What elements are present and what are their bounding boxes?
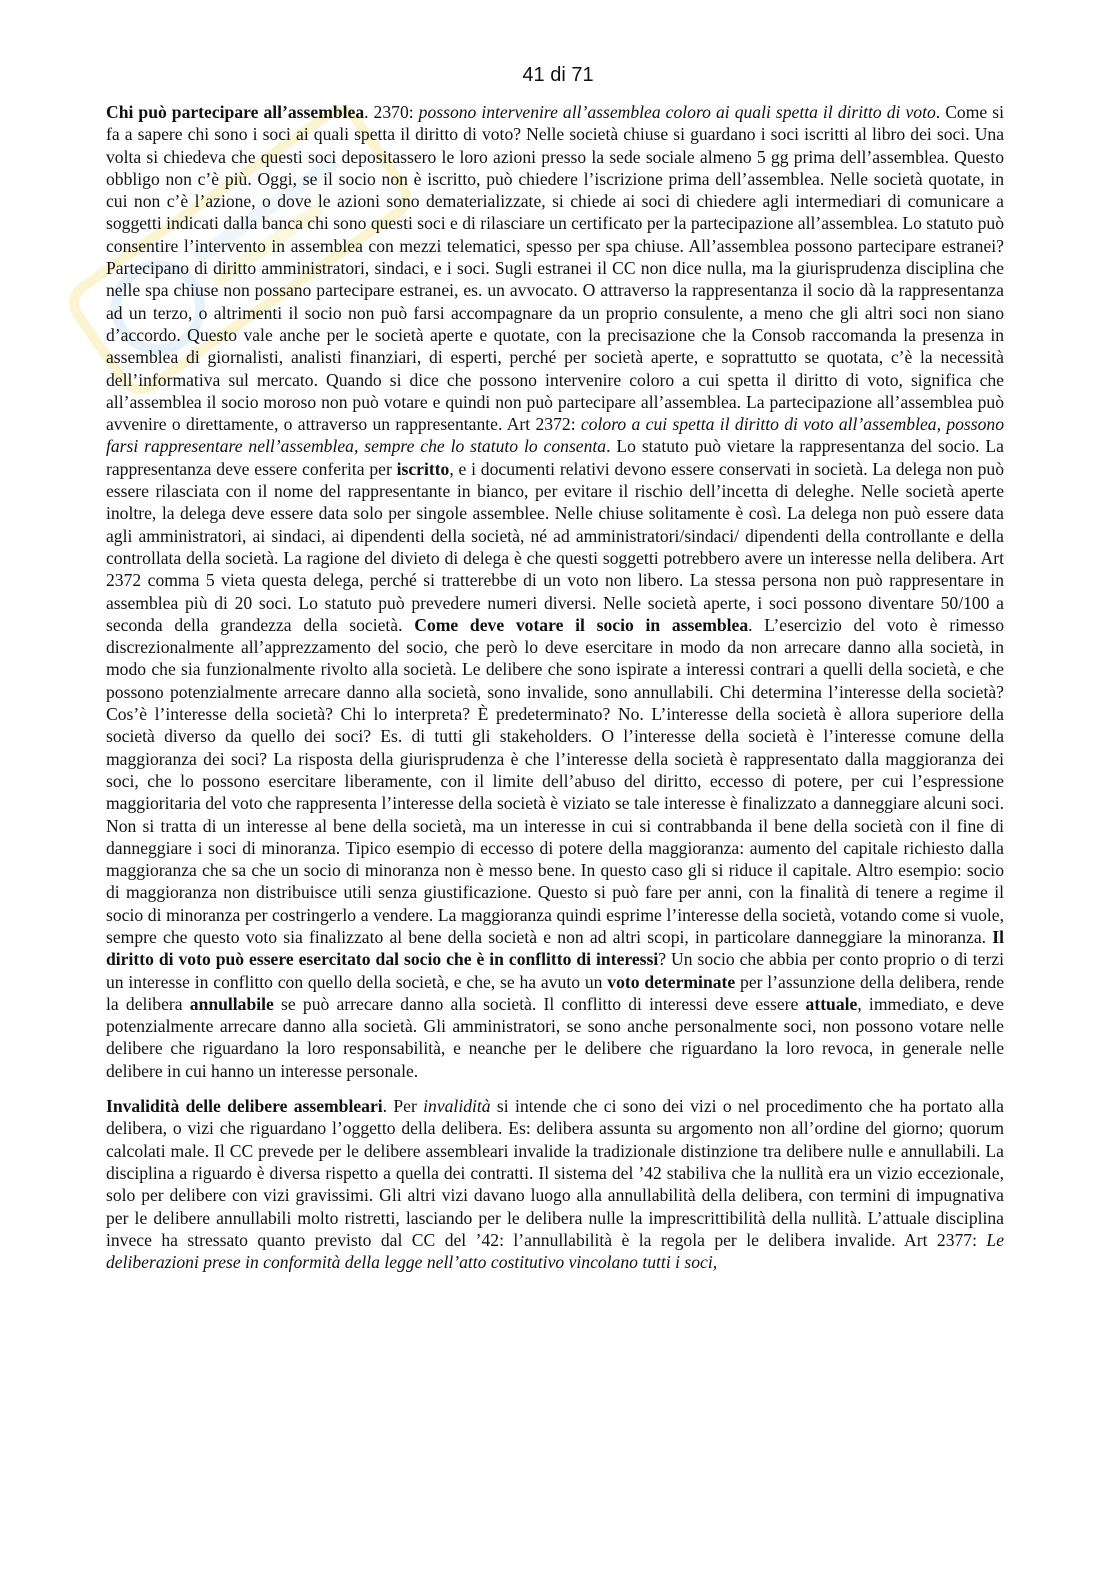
text-run: . Lo statuto può vietare la rappresentanza del socio. La rappresentanza deve essere conferita per — [106, 436, 1004, 479]
text-run: ? Un socio che abbia per conto proprio o di terzi un interesse in conflitto con quello della società, e che, se ha avuto un — [106, 949, 1004, 992]
text-run: , immediato, e deve potenzialmente arrecare danno alla società. Gli amministratori, se sono anche personalmente soci, non possono votare nelle delibere che riguardano la loro responsabilità, e neanche per le delibere che riguardano la loro revoca, in generale nelle delibere in cui hanno un interesse personale. — [106, 993, 1004, 1081]
section-heading: Il diritto di voto può essere esercitato dal socio che è in conflitto di interessi — [106, 926, 1004, 970]
page-number: 41 di 71 — [522, 64, 594, 86]
section-heading: Chi può partecipare all’assemblea — [106, 102, 365, 122]
italic-citation: Le deliberazioni prese in conformità della legge nell’atto costitutivo vincolano tutti i soci, — [106, 1229, 1004, 1273]
italic-citation: coloro a cui spetta il diritto di voto all’assemblea, possono farsi rappresentare nell’assemblea, sempre che lo statuto lo consenta — [106, 414, 1004, 457]
italic-term: invalidità — [423, 1096, 491, 1117]
text-run: , e i documenti relativi devono essere conservati in società. La delega non può essere rilasciata con il nome del rappresentante in bianco, per evitare il rischio dell’incetta di deleghe. Nelle società aperte inoltre, la delega deve essere data solo per singole assemblee. Nelle chiuse solitamente è così. La delega non può essere data agli amministratori, ai sindaci, ai dipendenti della società, né ad amministratori/sindaci/ dipendenti della controllante e della controllata della società. La ragione del divieto di delega è che questi soggetti potrebbero avere un interesse nella delibera. Art 2372 comma 5 vieta questa delega, perché si tratterebbe di un voto non libero. La stessa persona non può rappresentare in assemblea più di 20 soci. Lo statuto può prevedere numeri diversi. Nelle società aperte, i soci possono diventare 50/100 a seconda della grandezza della società. — [106, 458, 1004, 635]
text-run: . Come si fa a sapere chi sono i soci ai quali spetta il diritto di voto? Nelle società chiuse si guardano i soci iscritti al libro dei soci. Una volta si chiedeva che questi soci depositassero le loro azioni presso la sede sociale almeno 5 gg prima dell’assemblea. Questo obbligo non c’è più. Oggi, se il socio non è iscritto, può chiedere l’iscrizione prima dell’assemblea. Nelle società quotate, in cui non c’è l’azione, o dove le azioni sono dematerializzate, si chiede ai soci di chiedere agli intermediari di comunicare a soggetti indicati dalla banca chi sono questi soci e di rilasciare un certificato per la partecipazione all’assemblea. Lo statuto può consentire l’intervento in assemblea con mezzi telematici, spesso per spa chiuse. All’assemblea possono partecipare estranei? Partecipano di diritto amministratori, sindaci, e i soci. Sugli estranei il CC non dice nulla, ma la giurisprudenza disciplina che nelle spa chiuse non possano partecipare estranei, es. un avvocato. O attraverso la rappresentanza il socio dà la rappresentanza ad un terzo, o altrimenti il socio non può farsi accompagnare da un proprio consulente, a meno che gli altri soci non siano d’accordo. Questo vale anche per le società aperte e quotate, con la precisazione che la Consob raccomanda la presenza in assemblea di giornalisti, analisti finanziari, di esperti, perché per società aperte, e soprattutto se quotata, c’è la necessità dell’informativa sul mercato. Quando si dice che possono intervenire coloro a cui spetta il diritto di voto, significa che all’assemblea il socio moroso non può votare e quindi non può partecipare all’assemblea. La partecipazione all’assemblea può avvenire o direttamente, o attraverso un rappresentante. Art 2372: — [106, 102, 1004, 435]
paragraph-partecipazione-assemblea — [106, 101, 1004, 1082]
text-run: per l’assunzione della delibera, rende la delibera — [106, 971, 1005, 1014]
text-run: . L’esercizio del voto è rimesso discrezionalmente all’apprezzamento del socio, che però lo deve esercitare in modo da non arrecare danno alla società, in modo che sia funzionalmente rivolto alla società. Le delibere che sono ispirate a interessi contrari a quelli della società, e che possono potenzialmente arrecare danno alla società, sono invalide, sono annullabili. Chi determina l’interesse della società? Cos’è l’interesse della società? Chi lo interpreta? È predeterminato? No. L’interesse della società è allora superiore della società diverso da quello dei soci? Es. di tutti gli stakeholders. O l’interesse della società è l’interesse comune della maggioranza dei soci? La risposta della giurisprudenza è che l’interesse della società è rappresentato dalla maggioranza dei soci, che lo possono esercitare liberamente, con il limite dell’abuso del diritto, eccesso di potere, per cui l’espressione maggioritaria del voto che rappresenta l’interesse della società è viziato se tale interesse è finalizzato a danneggiare alcuni soci. Non si tratta di un interesse al bene della società, ma un interesse in cui si contrabbanda il bene della società con il fine di danneggiare i soci di minoranza. Tipico esempio di eccesso di potere della maggioranza: aumento del capitale richiesto dalla maggioranza che sa che un socio di minoranza non è messo bene. In questo caso gli si riduce il capitale. Altro esempio: socio di maggioranza non distribuisce utili senza giustificazione. Questo si può fare per anni, con la finalità di tenere a regime il socio di minoranza per costringerlo a vendere. La maggioranza quindi esprime l’interesse della società, votando come si vuole, sempre che questo voto sia finalizzato al bene della società e non ad altri scopi, in particolare danneggiare la minoranza. — [106, 614, 1004, 947]
paragraph-invalidita-delibere — [106, 1095, 1004, 1273]
text-run: . 2370: — [364, 102, 419, 122]
bold-term: voto determinate — [607, 971, 736, 992]
text-run: si intende che ci sono dei vizi o nel procedimento che ha portato alla delibera, o vizi che riguardano l’oggetto della delibera. Es: delibera assunta su argomento non all’ordine del giorno; quorum calcolati male. Il CC prevede per le delibere assembleari invalide la tradizionale distinzione tra delibere nulle e annullabili. La disciplina a riguardo è diversa rispetto a quella dei contratti. Il sistema del ’42 stabiliva che la nullità era un vizio eccezionale, solo per delibere con vizi gravissimi. Gli altri vizi davano luogo alla annullabilità della delibera, con termini di impugnativa per le delibere annullabili molto ristretti, lasciando per le delibera nulle la imprescrittibilità della nullità. L’attuale disciplina invece ha stressato quanto previsto dal CC del ’42: l’annullabilità è la regola per le delibera invalide. Art 2377: — [106, 1096, 1004, 1250]
text-run: . Per — [382, 1096, 424, 1117]
section-heading: Invalidità delle delibere assembleari — [106, 1096, 383, 1117]
bold-term: iscritto — [396, 458, 450, 479]
bold-term: attuale — [805, 993, 858, 1014]
document-body — [106, 101, 1004, 1273]
italic-citation: possono intervenire all’assemblea coloro ai quali spetta il diritto di voto — [418, 102, 936, 122]
text-run: se può arrecare danno alla società. Il conflitto di interessi deve essere — [273, 993, 806, 1014]
section-heading: Come deve votare il socio in assemblea — [414, 614, 749, 635]
bold-term: annullabile — [189, 993, 274, 1014]
